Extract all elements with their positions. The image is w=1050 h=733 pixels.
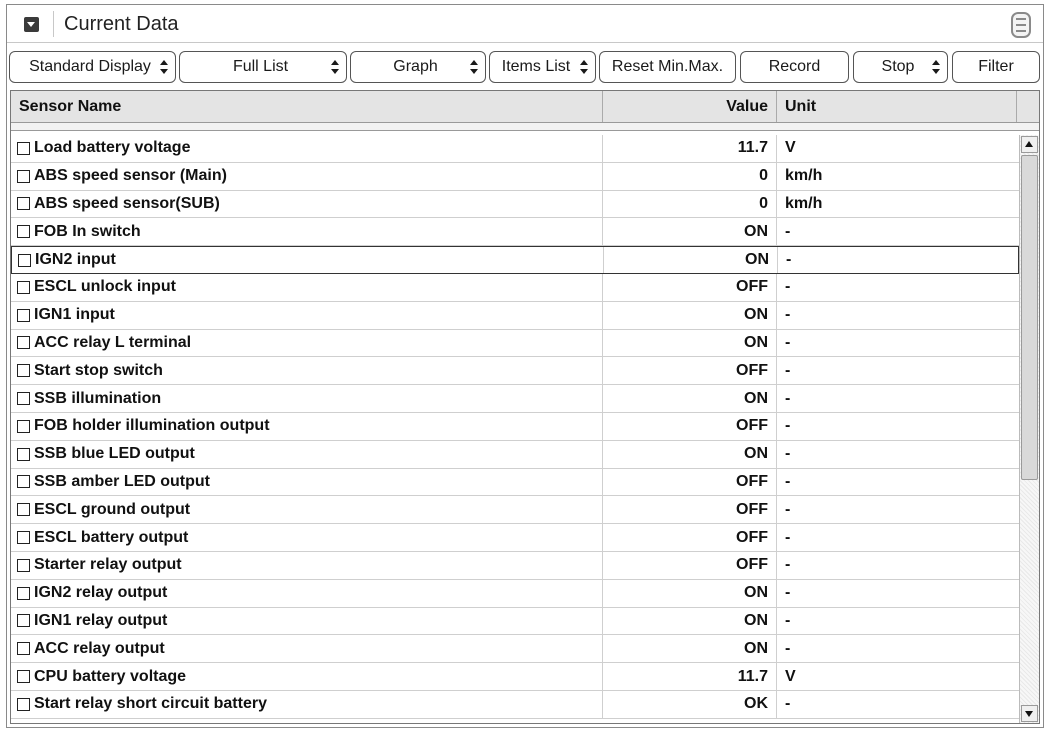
sensor-name: SSB illumination [34, 389, 162, 407]
table-row[interactable] [11, 608, 1019, 636]
table-row[interactable] [11, 580, 1019, 608]
row-checkbox[interactable] [17, 364, 30, 377]
row-checkbox[interactable] [17, 336, 30, 349]
sensor-value: 11.7 [603, 663, 777, 690]
title-divider [53, 11, 54, 37]
table-row[interactable] [11, 218, 1019, 246]
sensor-name: ACC relay L terminal [34, 333, 192, 351]
table-row[interactable] [11, 302, 1019, 330]
sensor-value: OFF [603, 496, 777, 523]
row-checkbox[interactable] [17, 531, 30, 544]
sensor-table [10, 90, 1040, 724]
sensor-unit: - [785, 222, 791, 240]
column-header-sensor-name[interactable]: Sensor Name [11, 91, 603, 122]
sensor-value: ON [604, 247, 778, 273]
sensor-unit: - [785, 333, 791, 351]
select-arrows-icon [331, 60, 340, 74]
sensor-name: ESCL battery output [34, 528, 189, 546]
sensor-name-cell [11, 330, 603, 357]
sensor-name-cell [11, 469, 603, 496]
column-header-filler [1017, 91, 1039, 122]
table-row[interactable] [11, 413, 1019, 441]
filter-button[interactable] [952, 51, 1040, 83]
sensor-name: ESCL unlock input [34, 278, 176, 296]
sensor-unit: - [785, 528, 791, 546]
sensor-unit: - [785, 278, 791, 296]
sensor-name: IGN2 relay output [34, 584, 168, 602]
items-list-label: Items List [501, 58, 571, 75]
table-row[interactable] [11, 191, 1019, 219]
row-checkbox[interactable] [17, 420, 30, 433]
table-row[interactable] [11, 274, 1019, 302]
row-checkbox[interactable] [17, 142, 30, 155]
sensor-value: OFF [603, 274, 777, 301]
sensor-value: 11.7 [603, 135, 777, 162]
record-label: Record [768, 58, 821, 75]
sensor-name-cell [11, 608, 603, 635]
sensor-value: OFF [603, 524, 777, 551]
table-row[interactable] [11, 135, 1019, 163]
sensor-unit: - [785, 584, 791, 602]
sensor-name-cell [11, 302, 603, 329]
sensor-unit: - [785, 611, 791, 629]
sensor-value: 0 [603, 163, 777, 190]
sensor-value: OFF [603, 552, 777, 579]
record-button[interactable] [740, 51, 849, 83]
sensor-name-cell [11, 163, 603, 190]
row-checkbox[interactable] [17, 197, 30, 210]
row-checkbox[interactable] [17, 587, 30, 600]
sensor-unit: - [786, 251, 792, 269]
sensor-name-cell [11, 441, 603, 468]
row-checkbox[interactable] [17, 503, 30, 516]
graph-label: Graph [393, 58, 438, 75]
sensor-unit: - [785, 445, 791, 463]
table-row[interactable] [11, 496, 1019, 524]
select-arrows-icon [932, 60, 941, 74]
sensor-name: Start relay short circuit battery [34, 695, 267, 713]
scrollbar-thumb[interactable] [1021, 155, 1038, 480]
sensor-value: OFF [603, 357, 777, 384]
standard-display-select[interactable] [9, 51, 176, 83]
sensor-name: ABS speed sensor (Main) [34, 167, 227, 185]
column-header-value[interactable]: Value [603, 91, 777, 122]
reset-min-max-button[interactable] [599, 51, 736, 83]
table-row[interactable] [11, 385, 1019, 413]
sensor-name-cell [11, 385, 603, 412]
sensor-name: ESCL ground output [34, 500, 191, 518]
sensor-name-cell [11, 663, 603, 690]
standard-display-label: Standard Display [29, 58, 151, 75]
sensor-name: CPU battery voltage [34, 667, 187, 685]
sensor-unit: V [785, 667, 796, 685]
sensor-name: IGN1 input [34, 306, 115, 324]
sensor-name: ACC relay output [34, 639, 165, 657]
sensor-name: SSB blue LED output [34, 445, 195, 463]
graph-select[interactable] [350, 51, 486, 83]
sensor-unit: - [785, 500, 791, 518]
sensor-unit: - [785, 639, 791, 657]
row-checkbox[interactable] [17, 475, 30, 488]
sensor-name-cell [11, 635, 603, 662]
table-row[interactable] [11, 552, 1019, 580]
sensor-name: Starter relay output [34, 556, 182, 574]
row-checkbox[interactable] [17, 642, 30, 655]
table-row[interactable] [11, 246, 1019, 274]
sensor-name: Load battery voltage [34, 139, 191, 157]
row-checkbox[interactable] [17, 698, 30, 711]
title-bar [7, 5, 1043, 43]
sensor-name-cell [11, 691, 603, 718]
table-row[interactable] [11, 163, 1019, 191]
sensor-unit: - [785, 417, 791, 435]
row-checkbox[interactable] [17, 670, 30, 683]
sensor-name-cell [11, 218, 603, 245]
sensor-name: Start stop switch [34, 361, 163, 379]
row-checkbox[interactable] [18, 254, 31, 267]
sensor-unit: - [785, 306, 791, 324]
sensor-name: SSB amber LED output [34, 472, 211, 490]
row-checkbox[interactable] [17, 309, 30, 322]
row-checkbox[interactable] [17, 225, 30, 238]
sensor-unit: - [785, 472, 791, 490]
sensor-value: 0 [603, 191, 777, 218]
panel-menu-icon[interactable] [1011, 12, 1031, 38]
filter-label: Filter [978, 58, 1014, 75]
current-data-panel [6, 4, 1044, 728]
sensor-value: ON [603, 385, 777, 412]
sensor-name-cell [11, 191, 603, 218]
sensor-name-cell [11, 413, 603, 440]
scroll-down-arrow-icon[interactable] [1021, 705, 1038, 722]
table-row[interactable] [11, 524, 1019, 552]
sensor-name: IGN2 input [35, 251, 116, 269]
row-checkbox[interactable] [17, 392, 30, 405]
sensor-value: ON [603, 580, 777, 607]
scroll-up-arrow-icon[interactable] [1021, 136, 1038, 153]
sensor-name-cell [11, 274, 603, 301]
sensor-name: ABS speed sensor(SUB) [34, 194, 220, 212]
sensor-name: FOB holder illumination output [34, 417, 270, 435]
table-row[interactable] [11, 469, 1019, 497]
sensor-value: ON [603, 330, 777, 357]
vertical-scrollbar[interactable] [1019, 135, 1039, 723]
select-arrows-icon [160, 60, 169, 74]
sensor-value: ON [603, 608, 777, 635]
toolbar [7, 51, 1043, 85]
sensor-value: ON [603, 302, 777, 329]
select-arrows-icon [580, 60, 589, 74]
table-row[interactable] [11, 330, 1019, 358]
sensor-name-cell [11, 135, 603, 162]
sensor-value: ON [603, 218, 777, 245]
table-row[interactable] [11, 441, 1019, 469]
row-checkbox[interactable] [17, 448, 30, 461]
stop-select[interactable] [853, 51, 948, 83]
row-checkbox[interactable] [17, 281, 30, 294]
items-list-select[interactable] [489, 51, 596, 83]
sensor-name-cell [11, 496, 603, 523]
row-checkbox[interactable] [17, 170, 30, 183]
full-list-select[interactable] [179, 51, 347, 83]
sensor-name-cell [11, 524, 603, 551]
row-checkbox[interactable] [17, 559, 30, 572]
sensor-name-cell [11, 580, 603, 607]
table-row[interactable] [11, 635, 1019, 663]
full-list-label: Full List [232, 58, 289, 75]
table-row[interactable] [11, 691, 1019, 719]
row-checkbox[interactable] [17, 614, 30, 627]
column-header-unit[interactable]: Unit [777, 91, 1017, 122]
sensor-unit: - [785, 556, 791, 574]
sensor-unit: km/h [785, 167, 823, 185]
sensor-value: OK [603, 691, 777, 718]
table-body [11, 135, 1019, 719]
table-row[interactable] [11, 357, 1019, 385]
sensor-unit: - [785, 695, 791, 713]
sensor-name: IGN1 relay output [34, 611, 168, 629]
stop-label: Stop [881, 58, 915, 75]
sensor-value: ON [603, 635, 777, 662]
sensor-unit: V [785, 139, 796, 157]
sensor-name-cell [11, 552, 603, 579]
sensor-unit: - [785, 361, 791, 379]
collapse-arrow-icon[interactable] [24, 17, 39, 32]
sensor-name-cell [11, 357, 603, 384]
sensor-name: FOB In switch [34, 222, 141, 240]
sensor-name-cell [12, 247, 604, 273]
sensor-unit: - [785, 389, 791, 407]
select-arrows-icon [470, 60, 479, 74]
sensor-value: ON [603, 441, 777, 468]
table-header [11, 91, 1039, 123]
panel-title: Current Data [64, 13, 179, 35]
table-row[interactable] [11, 663, 1019, 691]
sensor-value: OFF [603, 469, 777, 496]
sensor-value: OFF [603, 413, 777, 440]
header-gap [11, 123, 1039, 131]
reset-min-max-label: Reset Min.Max. [611, 58, 724, 75]
sensor-unit: km/h [785, 194, 823, 212]
